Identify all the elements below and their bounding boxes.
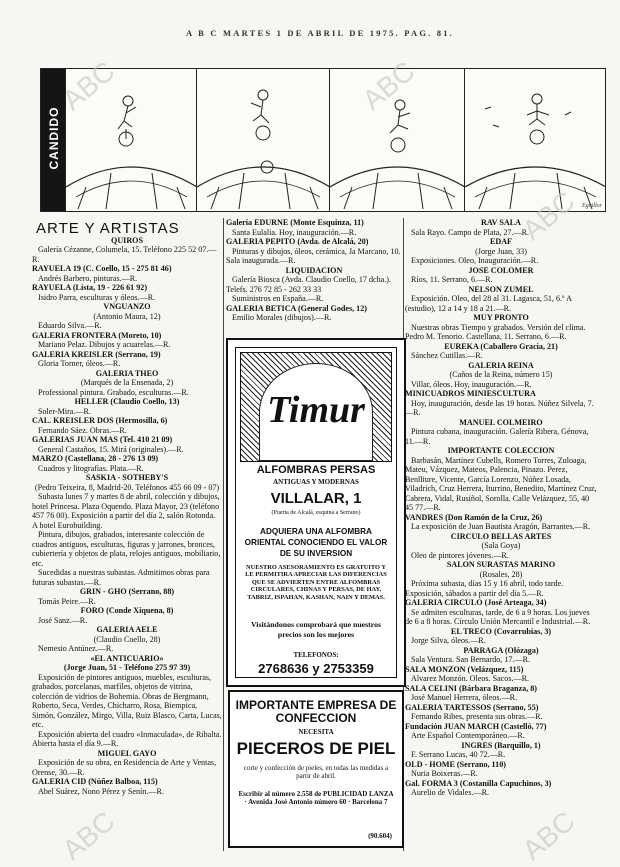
listing-line: Jorge Silva, óleos.—R. bbox=[411, 636, 486, 645]
listing-line: Se admiten esculturas, tarde, de 6 a 9 horas. Los jueves de 6 a 8 horas. Círculo Unión Mercantil e Industrial.—R. bbox=[405, 607, 591, 626]
listing-line: Fernando Sáez. Obras.—R. bbox=[38, 425, 127, 435]
listing-line: Sucedidas a nuestras subastas. Admitimos obras para futuras subastas.—R. bbox=[32, 568, 210, 587]
listing-line: La exposición de Juan Bautista Aragón, Barrantes.—R. bbox=[411, 522, 591, 531]
listing-line: Emilio Morales (dibujos).—R. bbox=[232, 313, 332, 322]
listing-line: Gloria Torner, óleos.—R. bbox=[38, 359, 121, 368]
listing-line: MARZO (Castellana, 28 - 276 13 09) bbox=[32, 454, 159, 463]
listing-line: Galería EDURNE (Monte Esquinza, 11) bbox=[226, 218, 364, 227]
listing-line: «EL ANTICUARIO» bbox=[90, 653, 164, 663]
listing-line: GALERIA BETICA (General Godes, 12) bbox=[226, 303, 367, 313]
listing-line: Tomás Peire.—R. bbox=[38, 596, 96, 606]
listing-line: INGRES (Barquillo, 1) bbox=[461, 740, 541, 750]
listing-line: Fernando Ribes, presenta sus obras.—R. bbox=[411, 712, 543, 721]
listing-line: (Sala Goya) bbox=[481, 541, 521, 550]
listing-line: EUREKA (Caballero Gracia, 21) bbox=[444, 341, 558, 351]
listing-line: IMPORTANTE COLECCION bbox=[447, 446, 555, 455]
ad-phones: 2768636 y 2753359 bbox=[258, 661, 374, 676]
listing-line: GALERIA CID (Núñez Balboa, 115) bbox=[32, 777, 158, 786]
listing-line: Nemesio Antúnez.—R. bbox=[38, 644, 114, 653]
listing-line: Villar, óleos. Hoy, inauguración.—R. bbox=[411, 379, 532, 389]
ad2-necesita: NECESITA bbox=[298, 728, 334, 736]
listing-line: VANDRES (Don Ramón de la Cruz, 26) bbox=[405, 512, 543, 522]
listing-line: MANUEL COLMEIRO bbox=[459, 417, 543, 427]
ad-brand: Timur bbox=[267, 389, 365, 431]
listing-line: GALERIA PEPITO (Avda. de Alcalá, 20) bbox=[226, 237, 369, 246]
comic-signature: Eguillor bbox=[581, 203, 602, 209]
ad-phones-label: TELEFONOS: bbox=[293, 651, 339, 659]
listing-line: Ríos, 11. Serrano, 6.—R. bbox=[411, 275, 493, 284]
listing-line: GALERIA THEO bbox=[95, 368, 159, 378]
listing-line: HELLER (Claudio Coello, 13) bbox=[74, 397, 180, 406]
listing-line: (Pedro Teixeira, 8, Madrid-20. Teléfonos 455 66 09 - 07) bbox=[34, 482, 220, 492]
listing-line: QUIROS bbox=[111, 235, 143, 245]
column-2 bbox=[226, 218, 402, 323]
listing-line: GALERIA CIRCULO (José Arteaga, 34) bbox=[405, 598, 547, 607]
column-1-listings bbox=[32, 236, 222, 797]
ad2-main: PIECEROS DE PIEL bbox=[236, 739, 396, 758]
listing-line: GALERIAS JUAN MAS (Tel. 410 21 09) bbox=[32, 435, 173, 444]
ad-line-1: ALFOMBRAS PERSAS bbox=[256, 464, 376, 476]
listing-line: GALERIA KREISLER (Serrano, 19) bbox=[32, 349, 161, 359]
watermark: ABC bbox=[516, 805, 581, 866]
listing-line: Subasta lunes 7 y martes 8 de abril, colección y dibujos, hotel Princesa. Plaza Oquendo. Plaza Mayor, 23 (teléfono 457 76 00). Exposición a partir del día 2, salón Rotonda. A hotel Eurobuilding. bbox=[32, 492, 220, 530]
watermark: ABC bbox=[516, 185, 581, 246]
listing-line: Santa Eulalia. Hoy, inauguración.—R. bbox=[232, 227, 357, 237]
listing-line: Abel Suárez, Nono Pérez y Senín.—R. bbox=[38, 786, 164, 796]
section-title: ARTE Y ARTISTAS bbox=[36, 220, 180, 237]
listing-line: Sánchez Cutillas.—R. bbox=[411, 351, 483, 360]
ad2-title: IMPORTANTE EMPRESA DE CONFECCION bbox=[235, 698, 397, 725]
listing-line: SALA CELINI (Bárbara Braganza, 8) bbox=[405, 683, 537, 693]
page-header: A B C MARTES 1 DE ABRIL DE 1975. PAG. 81. bbox=[185, 28, 455, 38]
listing-line: CAL. KREISLER DOS (Hermosilla, 6) bbox=[32, 416, 168, 425]
comic-title: CANDIDO bbox=[47, 106, 61, 170]
listing-line: (Caños de la Reina, número 15) bbox=[449, 370, 553, 379]
listing-line: Gal. FORMA 3 (Costanilla Capuchinos, 3) bbox=[405, 778, 552, 788]
ad-tagline: Visitándonos comprobará que nuestros precios son los mejores bbox=[250, 620, 382, 639]
listing-line: CIRCULO BELLAS ARTES bbox=[450, 531, 552, 541]
listing-line: Andrés Barbero, pinturas.—R. bbox=[38, 273, 138, 283]
listing-line: MUY PRONTO bbox=[473, 313, 529, 322]
ad-headline: ADQUIERA UNA ALFOMBRA ORIENTAL CONOCIENDO EL VALOR DE SU INVERSION bbox=[244, 527, 388, 558]
listing-line: SASKIA - SOTHEBY'S bbox=[85, 473, 169, 482]
listing-line: Fundación JUAN MARCH (Castelló, 77) bbox=[405, 721, 547, 731]
listing-line: (Claudio Coello, 28) bbox=[93, 634, 161, 644]
listing-line: (Rosales, 28) bbox=[479, 569, 523, 579]
listing-line: (Jorge Juan, 33) bbox=[475, 246, 527, 256]
listing-line: EL TRECO (Covarrubias, 3) bbox=[450, 626, 552, 636]
listing-line: (Antonio Maura, 12) bbox=[93, 311, 161, 321]
listing-line: Professional pintura. Grabado, esculturas.—R. bbox=[38, 387, 189, 397]
listing-line: José Manuel Herrera, óleos.—R. bbox=[411, 693, 518, 702]
listing-line: (Jorge Juan, 51 - Teléfono 275 97 39) bbox=[63, 663, 191, 672]
listing-line: Barbasán, Martínez Cubells, Romero Torres, Zuloaga, Mateu, Vázquez, Mateos, Palencia, Pinazo. Perez, Benlliure, Vicente, García Lorenzo, Núñez Losada, Viladrich, Cruz Herrera, Iturrino, Benedito, Martínez Cruz, Cabrera, Vidal, Rusiñol, Sorolla. Calle Velázquez, 55, 40 45 77.—R. bbox=[405, 455, 597, 512]
column-3-listings bbox=[405, 218, 597, 798]
watermark: ABC bbox=[56, 55, 121, 116]
watermark: ABC bbox=[356, 55, 421, 116]
listing-line: Cuadros y litografías. Plata.—R. bbox=[38, 463, 144, 473]
listing-line: Eduardo Silva.—R. bbox=[38, 321, 102, 330]
listing-line: Isidro Parra, esculturas y óleos.—R. bbox=[38, 292, 156, 302]
column-2-listings bbox=[226, 218, 402, 323]
listing-line: Exposición de pintores antiguos, muebles, esculturas, grabados, porcelanas, marfiles, objetos de vitrina, colección de vidrios de Bohemia. Obras de Bergmann, Roberto, Seca, Verdes, Chicharro, Rosa, Biempica, Simón, González, Mirgo, Villa, Ruiz Blasco, Carta, Lucas, etc. bbox=[32, 672, 222, 729]
ad-address: VILLALAR, 1 bbox=[270, 490, 362, 507]
listing-line: GRIN - GHO (Serrano, 88) bbox=[79, 587, 175, 596]
listing-line: Pintura, dibujos, grabados, interesante colección de cuadros antiguos, esculturas, figuras y jarrones, bronces, cubiertería y objetos de plata, relojes antiguos, mobiliario, etc. bbox=[32, 530, 221, 568]
comic-panel-4 bbox=[464, 69, 606, 211]
listing-line: Soler-Mira.—R. bbox=[38, 406, 91, 416]
listing-line: EDAF bbox=[489, 237, 513, 246]
listing-line: Sala Rayo. Campo de Plata, 27.—R. bbox=[411, 227, 530, 237]
listing-line: SALA MONZON (Velázquez, 115) bbox=[405, 664, 524, 674]
listing-line: F. Serrano Lucas, 40 72.—R. bbox=[411, 750, 506, 759]
listing-line: General Castaños, 15. Mirá (originales).—R. bbox=[38, 444, 184, 454]
ad2-contact: Escribir al número 2.558 de PUBLICIDAD LANZA · Avenida José Antonio número 60 · Barcelona 7 bbox=[238, 790, 394, 806]
listing-line: José Sanz.—R. bbox=[38, 615, 88, 625]
listing-line: Oleo de pintores jóvenes.—R. bbox=[411, 550, 509, 560]
listing-line: Suministros en España.—R. bbox=[232, 294, 324, 303]
listing-line: FORO (Conde Xiquena, 8) bbox=[80, 606, 174, 615]
ad-location: (Puerta de Alcalá, esquina a Serrano) bbox=[271, 510, 361, 516]
ad2-body: corte y confección de pieles, en todas las medidas a partir de abril. bbox=[243, 764, 389, 780]
listing-line: Galería Cézanne, Columela, 15. Teléfono 225 52 07.—R. bbox=[32, 245, 217, 264]
listing-line: NELSON ZUMEL bbox=[468, 284, 534, 294]
listing-line: Próxima subasta, días 15 y 16 abril, todo tarde. Exposición, sábados a partir del día 5.—R. bbox=[405, 579, 564, 598]
listing-line: GALERIA REINA bbox=[468, 360, 534, 370]
ad-line-2: ANTIGUAS Y MODERNAS bbox=[273, 478, 359, 486]
listing-line: MINICUADROS MINIESCULTURA bbox=[405, 389, 536, 398]
ad2-ref: (90.604) bbox=[368, 832, 392, 840]
pieceros-ad bbox=[228, 690, 404, 848]
listing-line: JOSE COLOMER bbox=[468, 265, 534, 275]
listing-line: Pintura cubana, inauguración. Galería Ribera, Génova, 11.—R. bbox=[405, 427, 589, 446]
listing-line: LIQUIDACION bbox=[285, 265, 343, 275]
listing-line: Exposiciones. Oleo, Inauguración.—R. bbox=[411, 256, 539, 265]
listing-line: Pinturas y dibujos, óleos, cerámica, Ja Marcano, 10. Sala inaugurada.—R. bbox=[226, 246, 401, 265]
column-3 bbox=[405, 218, 597, 798]
listing-line: Mariano Pelaz. Dibujos y acuarelas.—R. bbox=[38, 340, 171, 349]
watermark: ABC bbox=[56, 805, 121, 866]
comic-panel-2 bbox=[196, 69, 330, 211]
listing-line: Exposición. Oleo, del 28 al 31. Lagasca, 51, 6.º A (estudio), 12 a 14 y 18 a 21.—R. bbox=[405, 294, 572, 313]
listing-line: Arte Español Contemporáneo.—R. bbox=[411, 731, 525, 740]
listing-line: OLD - HOME (Serrano, 110) bbox=[405, 759, 506, 769]
listing-line: Galería Biosca (Avda. Claudio Coello, 17 dcha.). Telefs. 276 72 85 - 262 33 33 bbox=[226, 275, 391, 294]
listing-line: Nuria Boixeras.—R. bbox=[411, 769, 478, 778]
listing-line: GALERIA FRONTERA (Moreto, 10) bbox=[32, 330, 162, 340]
listing-line: MIGUEL GAYO bbox=[97, 748, 157, 758]
ad-frame bbox=[235, 347, 397, 678]
listing-line: RAV SALA bbox=[481, 218, 521, 227]
listing-line: Nuestras obras Tiempo y grabados. Versión del clima. Pedro M. Tenorio. Castellana, 11. Serrano, 6.—R. bbox=[405, 322, 586, 341]
listing-line: VNGUANZO bbox=[103, 302, 151, 311]
comic-strip bbox=[40, 68, 606, 212]
timur-rugs-ad bbox=[226, 338, 406, 687]
listing-line: Aurelio de Vidales.—R. bbox=[411, 788, 490, 797]
column-rule-1 bbox=[223, 218, 224, 851]
listing-line: GALERIA AELE bbox=[96, 625, 158, 634]
listing-line: Exposición abierta del cuadro «Inmaculada», de Ribalta. Abierta hasta el día 9.—R. bbox=[32, 729, 222, 748]
comic-drawing-2 bbox=[197, 69, 330, 211]
listing-line: GALERIA TARTESSOS (Serrano, 55) bbox=[405, 702, 539, 712]
listing-line: RAYUELA 19 (C. Coello, 15 - 275 81 46) bbox=[32, 264, 172, 273]
listing-line: Hoy, inauguración, desde las 19 horas. Núñez Silvela, 7.—R. bbox=[405, 398, 594, 417]
listing-line: Alvarez Monzón. Oleos. Sacos.—R. bbox=[411, 674, 530, 683]
comic-drawing-4 bbox=[465, 69, 606, 211]
listing-line: RAYUELA (Lista, 19 - 226 61 92) bbox=[32, 283, 148, 292]
column-1 bbox=[32, 218, 222, 796]
listing-line: Exposición de su obra, en Residencia de Arte y Ventas, Orense, 30.—R. bbox=[32, 758, 217, 777]
listing-line: (Marqués de la Ensenada, 2) bbox=[80, 378, 174, 387]
ad-body: NUESTRO ASESORAMIENTO ES GRATUITO Y LE PERMITIRA APRECIAR LAS DIFERENCIAS QUE SE ADVIERTEN ENTRE ALFOMBRAS CIRCULARES, CHINAS Y PERSAS, DE HAY, TABRIZ, ISPAHAN, KASHAN, NAIN Y DEMAS. bbox=[245, 564, 387, 601]
listing-line: Sala Ventura. San Bernardo, 17.—R. bbox=[411, 655, 530, 664]
listing-line: PARRAGA (Olózaga) bbox=[463, 645, 539, 655]
listing-line: SALON SURASTAS MARINO bbox=[446, 560, 556, 569]
